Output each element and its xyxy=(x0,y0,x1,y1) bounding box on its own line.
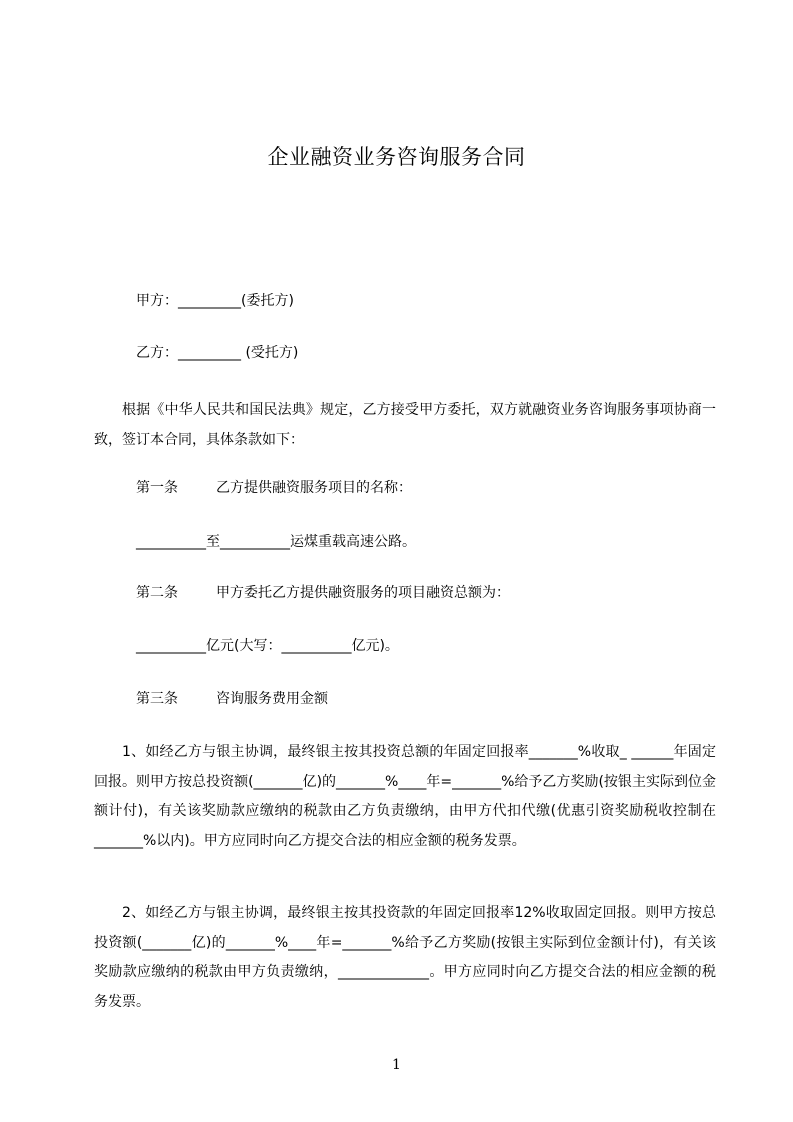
party-a-line: 甲方：_________(委托方) xyxy=(136,293,294,309)
article-1-text: 乙方提供融资服务项目的名称： xyxy=(216,480,412,496)
article-2-detail: __________亿元(大写：__________亿元)。 xyxy=(136,638,399,654)
article-3-clause-2: 2、如经乙方与银主协调，最终银主按其投资款的年固定回报率12%收取固定回报。则甲方按总投资额(_______亿)的_______%____年=_______%给予乙方奖励(按银主实际到位金额计付)，有关该奖励款应缴纳的税款由甲方负责缴纳，_____________。甲方应同时向乙方提交合法的相应金额的税务发票。 xyxy=(94,905,716,1010)
article-1-label: 第一条 xyxy=(136,480,178,496)
preamble-paragraph: 根据《中华人民共和国民法典》规定，乙方接受甲方委托，双方就融资业务咨询服务事项协商一致，签订本合同，具体条款如下： xyxy=(94,402,716,448)
article-3-text: 咨询服务费用金额 xyxy=(216,691,328,707)
article-2-text: 甲方委托乙方提供融资服务的项目融资总额为： xyxy=(216,585,510,601)
article-3-label: 第三条 xyxy=(136,691,178,707)
page-number: 1 xyxy=(392,1057,401,1073)
article-2-label: 第二条 xyxy=(136,585,178,601)
party-b-line: 乙方：_________ (受托方) xyxy=(136,345,299,361)
article-2-heading xyxy=(136,583,510,603)
article-3-clause-1: 1、如经乙方与银主协调，最终银主按其投资总额的年固定回报率_______%收取_ ______年固定回报。则甲方按总投资额(_______亿)的_______%____年=_______%给予乙方奖励(按银主实际到位金额计付)，有关该奖励款应缴纳的税款由乙方负责缴纳，由甲方代扣代缴(优惠引资奖励税收控制在_______%以内)。甲方应同时向乙方提交合法的相应金额的税务发票。 xyxy=(94,744,716,849)
article-1-detail: __________至__________运煤重载高速公路。 xyxy=(136,534,416,550)
article-3-heading xyxy=(136,689,328,709)
document-title: 企业融资业务咨询服务合同 xyxy=(267,145,526,169)
article-1-heading xyxy=(136,478,412,498)
